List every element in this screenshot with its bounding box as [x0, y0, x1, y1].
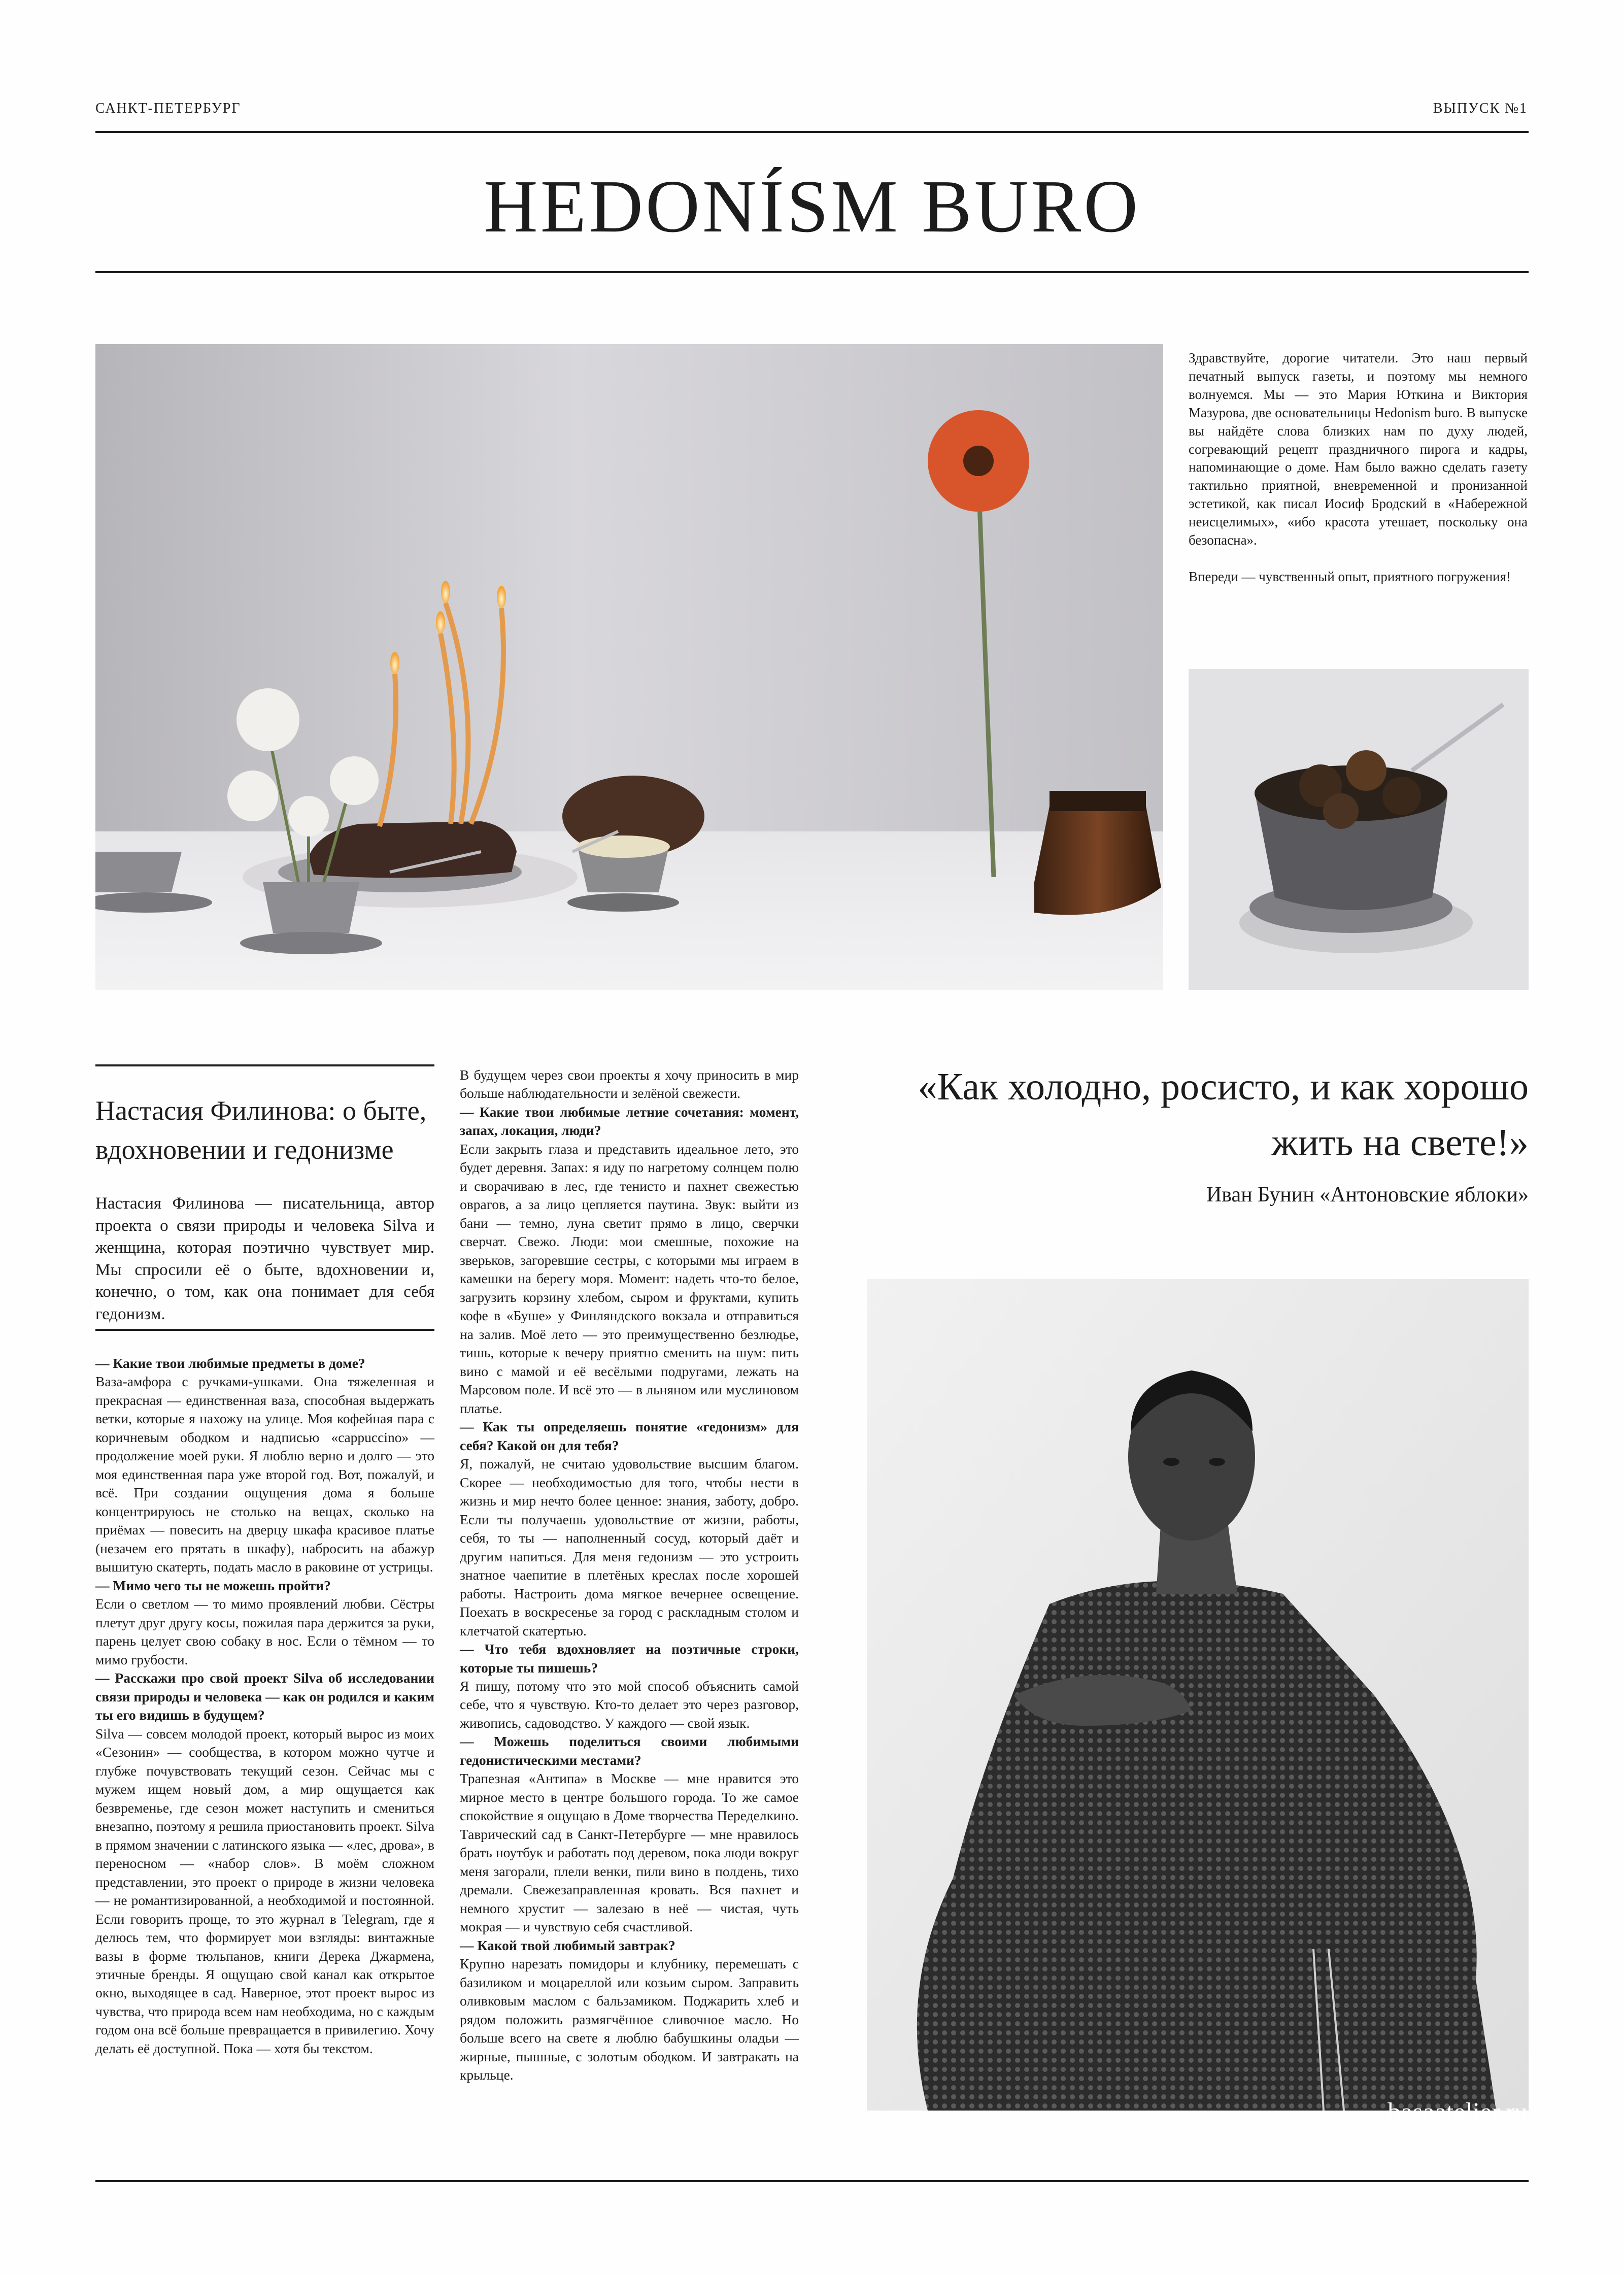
fashion-ad-photo — [867, 1279, 1529, 2111]
interview-answer: В будущем через свои проекты я хочу приносить в мир больше наблюдательности и зелёной свежести. — [460, 1067, 799, 1101]
interview-answer: Ваза-амфора с ручками-ушками. Она тяжеленная и прекрасная — единственная ваза, способная выдержать ветки, которые я нахожу на улице. Моя кофейная пара с коричневым ободком и надписью «cappuccino» — продолжение моей руки. Я люблю верно и долго — это моя единственная пара уже второй год. Вот, пожалуй, и всё. При создании ощущения дома я больше концентрируюсь не столько на вещах, сколько на приёмах — повесить на дверцу шкафа красивое платье (незачем его прятать в шкафу), набросить на абажур вышитую скатерть, подать масло в раковине от устрицы. — [95, 1374, 434, 1575]
interview-answer: Крупно нарезать помидоры и клубнику, перемешать с базиликом и моцареллой или козьим сыром. Заправить оливковым маслом с бальзамиком. Поджарить хлеб и рядом положить размягчённое сливочное масло. Но больше всего на свете я люблю бабушкины оладьи — жирные, пышные, с золотым ободком. И завтракать на крыльце. — [460, 1956, 799, 2083]
interview-answer: Если закрыть глаза и представить идеальное лето, это будет деревня. Запах: я иду по нагретому солнцем полю и сворачиваю в лес, где тенисто и пахнет свежестью оврагов, а за лицо цепляется паутина. Звук: выйти из бани — темно, луна светит прямо в лицо, сверчки сверчат. Свежо. Люди: мои смешные, похожие на зверьков, загоревшие сестры, с которыми мы играем в камешки на берегу моря. Момент: надеть что-то белое, загрузить корзину хлебом, сыром и фруктами, купить кофе в «Буше» у Финляндского вокзала и отправиться на залив. Моё лето — это преимущественно безлюдье, тишь, которые к вечеру приятно сменить на шум: пить вино с мамой и её весёлыми подругами, лежать на Марсовом поле. И всё это — в льняном или муслиновом платье. — [460, 1141, 799, 1416]
interview-question: — Что тебя вдохновляет на поэтичные строки, которые ты пишешь? — [460, 1641, 799, 1676]
article-lede-rule — [95, 1329, 434, 1331]
quote-author: Иван Бунин «Антоновские яблоки» — [1206, 1183, 1529, 1207]
ad-website-credit: basaatelier.ru — [1388, 2098, 1528, 2127]
city-label: САНКТ-ПЕТЕРБУРГ — [95, 101, 241, 116]
interview-question: — Как ты определяешь понятие «гедонизм» для себя? Какой он для тебя? — [460, 1419, 799, 1453]
interview-question: — Какие твои любимые предметы в доме? — [95, 1355, 365, 1371]
interview-question: — Расскажи про свой проект Silva об исследовании связи природы и человека — как он родился и каким ты его видишь в будущем? — [95, 1670, 434, 1723]
interview-answer: Я, пожалуй, не считаю удовольствие высшим благом. Скорее — необходимостью для того, чтобы нести в жизнь и мир нечто более ценное: знания, заботу, добро. Если ты получаешь удовольствие от жизни, работы, себя, то ты — наполненный сосуд, который даёт и другим напиться. Для меня гедонизм — это устроить знатное чаепитие в плетёных креслах после хорошей работы. Настроить дома мягкое вечернее освещение. Поехать в воскресенье за город с раскладным столом и клетчатой скатертью. — [460, 1456, 799, 1638]
intro-text — [1189, 349, 1528, 605]
article-column-2 — [460, 1066, 799, 2085]
interview-answer: Silva — совсем молодой проект, который вырос из моих «Сезонин» — сообщества, в котором можно чутче и глубже почувствовать текущий сезон. Сейчас мы с мужем ищем новый дом, а мир ощущается как безвременье, где сезон может наступить и смениться внезапно, поэтому я решила приостановить проект. Silva в прямом значении с латинского языка — «лес, дрова», в переносном — «набор слов». В моём сложном представлении, это проект о природе в жизни человека — не романтизированной, а необходимой и постоянной. Если говорить проще, то это журнал в Telegram, где я делюсь тем, что формирует мои взгляды: винтажные вазы в форме тюльпанов, книги Дерека Джармена, этичные бренды. Я ощущаю свой канал как открытое окно, выходящее в сад. Наверное, этот проект вырос из чувства, что природа всем нам необходима, но с каждым годом она всё больше превращается в привилегию. Хочу делать её доступной. Пока — хотя бы текстом. — [95, 1725, 434, 2056]
intro-paragraph: Здравствуйте, дорогие читатели. Это наш первый печатный выпуск газеты, и поэтому мы немного волнуемся. Мы — это Мария Юткина и Виктория Мазурова, две основательницы Hedonism buro. В выпуске вы найдёте слова близких нам по духу людей, согревающий рецепт праздничного пирога и кадры, напоминающие о доме. Нам было важно сделать газету тактильно приятной, вневременной и пронизанной эстетикой, как писал Иосиф Бродский в «Набережной неисцелимых», «ибо красота утешает, поскольку она безопасна». — [1189, 350, 1528, 548]
article-lede: Настасия Филинова — писательница, автор проекта о связи природы и человека Silva и женщина, которая поэтично чувствует мир. Мы спросили её о быте, вдохновении и, конечно, о том, как она понимает для себя гедонизм. — [95, 1194, 434, 1323]
masthead-rule — [95, 271, 1529, 273]
still-life-photo — [95, 344, 1163, 990]
intro-paragraph: Впереди — чувственный опыт, приятного погружения! — [1189, 568, 1511, 584]
article-title: Настасия Филинова: о быте, вдохновении и гедонизме — [95, 1095, 427, 1165]
top-rule — [95, 131, 1529, 133]
issue-label: ВЫПУСК №1 — [1433, 101, 1528, 116]
pull-quote: «Как холодно, росисто, и как хорошо жить на свете!» — [918, 1065, 1529, 1164]
brand-title: HEDONÍSM BURO — [483, 165, 1141, 248]
interview-question: — Мимо чего ты не можешь пройти? — [95, 1577, 331, 1593]
bottom-rule — [95, 2180, 1529, 2182]
article-column-1 — [95, 1354, 434, 2058]
interview-question: — Какие твои любимые летние сочетания: момент, запах, локация, люди? — [460, 1103, 799, 1139]
bowl-photo — [1189, 669, 1529, 990]
interview-answer: Трапезная «Антипа» в Москве — мне нравится это мирное место в центре большого города. То же самое спокойствие я ощущаю в Доме творчества Переделкино. Таврический сад в Санкт-Петербурге — мне нравилось брать ноутбук и работать под деревом, пока люди вокруг меня загорали, плели венки, пили вино в полдень, тихо дремали. Свежезаправленная кровать. Вся пахнет и немного хрустит — залезаю в неё — чистая, чуть мокрая — и чувствую себя счастливой. — [460, 1770, 799, 1935]
interview-answer: Я пишу, потому что это мой способ объяснить самой себе, что я чувствую. Кто-то делает это через разговор, живопись, садоводство. У каждого — свой язык. — [460, 1678, 799, 1731]
article-top-rule — [95, 1064, 434, 1066]
interview-question: — Какой твой любимый завтрак? — [460, 1937, 675, 1953]
interview-answer: Если о светлом — то мимо проявлений любви. Сёстры плетут друг другу косы, пожилая пара держится за руки, парень целует свою собаку в нос. Если о тёмном — то мимо грубости. — [95, 1596, 434, 1667]
interview-question: — Можешь поделиться своими любимыми гедонистическими местами? — [460, 1733, 799, 1768]
